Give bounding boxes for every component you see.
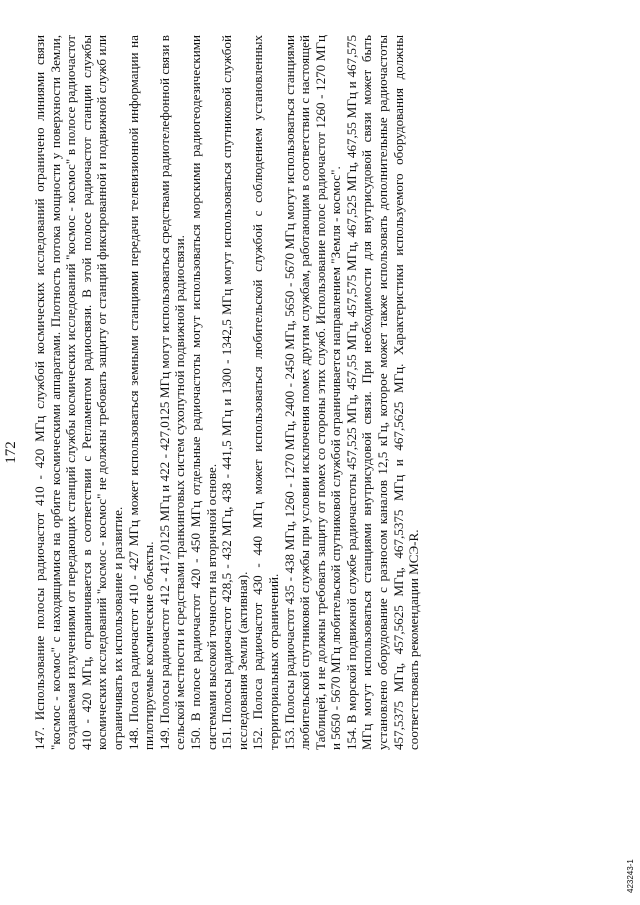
- paragraph-151: 151. Полосы радиочастот 428,5 - 432 МГц, 438 - 441,5 МГц и 1300 - 1342,5 МГц могут использоваться спутниковой службой исследования Земли (активная).: [219, 35, 250, 750]
- paragraph-154: 154. В морской подвижной службе радиочастоты 457,525 МГц, 457,55 МГц, 457,575 МГц, 467,525 МГц, 467,55 МГц и 467,575 МГц могут использоваться станциями внутрисудовой связи. При необходимости для внутрисудовой связи может быть установлено оборудование с разносом каналов 12,5 кГц, которое может также использовать дополнительные радиочастоты 457,5375 МГц, 457,5625 МГц, 467,5375 МГц и 467,5625 МГц. Характеристики используемого оборудования должны соответствовать рекомендации МСЭ-R.: [343, 35, 422, 750]
- paragraph-150: 150. В полосе радиочастот 420 - 450 МГц отдельные радиочастоты могут использоваться морскими радиогеодезическими системами высокой точности на вторичной основе.: [187, 35, 219, 750]
- paragraph-147: 147. Использование полосы радиочастот 410 - 420 МГц службой космических исследований ограничено линиями связи "космос - космос" с находящимися на орбите космическими аппаратами. Плотность потока мощности у поверхности Земли, создаваемая излучениями от передающих станций службы космических исследований "космос - космос" в полосе радиочастот 410 - 420 МГц, ограничивается в соответствии с Регламентом радиосвязи. В этой полосе радиочастот станции службы космических исследований "космос - космос" не должны требовать защиту от станций фиксированной и подвижной служб или ограничивать их использование и развитие.: [32, 35, 125, 750]
- document-body: [32, 35, 422, 750]
- paragraph-152: 152. Полоса радиочастот 430 - 440 МГц может использоваться любительской службой с соблюдением установленных территориальных ограничений.: [250, 35, 281, 750]
- document-code: 423243-1: [626, 859, 635, 893]
- paragraph-153: 153. Полосы радиочастот 435 - 438 МГц, 1260 - 1270 МГц, 2400 - 2450 МГц, 5650 - 5670 МГц могут использоваться станциями любительской спутниковой службы при условии исключения помех другим службам, работающим в соответствии с настоящей Таблицей, и не должны требовать защиту от помех со стороны этих служб. Использование полос радиочастот 1260 - 1270 МГц и 5650 - 5670 МГц любительской спутниковой службой ограничивается направлением "Земля - космос".: [281, 35, 344, 750]
- paragraph-149: 149. Полосы радиочастот 412 - 417,0125 МГц и 422 - 427,0125 МГц могут использоваться средствами радиотелефонной связи в сельской местности и средствами транкинговых систем сухопутной подвижной радиосвязи.: [156, 35, 188, 750]
- page-number: 172: [3, 441, 19, 464]
- paragraph-148: 148. Полоса радиочастот 410 - 427 МГц может использоваться земными станциями передачи телевизионной информации на пилотируемые космические объекты.: [125, 35, 157, 750]
